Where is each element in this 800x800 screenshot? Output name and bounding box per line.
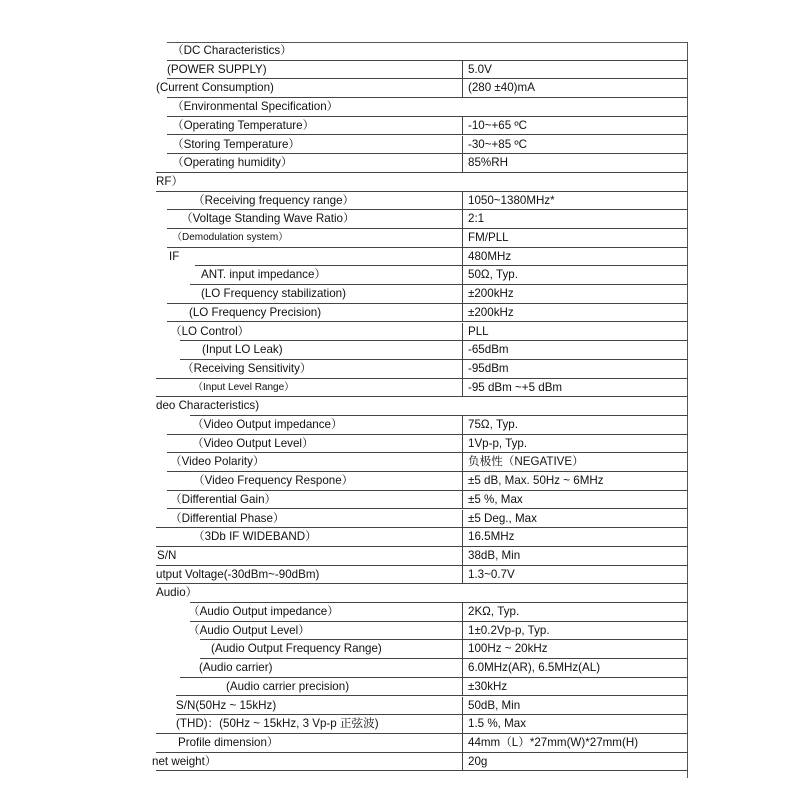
spec-row <box>0 79 688 98</box>
spec-value: 1050~1380MHz* <box>468 193 555 207</box>
spec-value: 2:1 <box>468 212 485 226</box>
spec-row <box>0 659 688 678</box>
column-divider <box>462 323 463 342</box>
spec-value: ±5 dB, Max. 50Hz ~ 6MHz <box>468 474 604 488</box>
spec-row <box>0 753 688 772</box>
spec-row <box>0 229 688 248</box>
spec-label: IF <box>169 249 180 263</box>
spec-value: -65dBm <box>468 343 509 357</box>
spec-value: PLL <box>468 324 489 338</box>
spec-value: 负极性（NEGATIVE） <box>468 455 584 469</box>
spec-value: 75Ω, Typ. <box>468 418 518 431</box>
spec-row <box>0 323 688 342</box>
spec-row <box>0 435 688 454</box>
spec-row <box>0 622 688 641</box>
spec-value: 2KΩ, Typ. <box>468 605 520 618</box>
spec-value: ±5 Deg., Max <box>468 511 537 525</box>
spec-label: （Audio Output impedance） <box>188 605 339 618</box>
spec-value: 480MHz <box>468 249 512 263</box>
spec-label: (Audio carrier) <box>199 661 273 675</box>
section-header-row <box>0 42 688 61</box>
column-divider <box>462 734 463 753</box>
section-header-row <box>0 98 688 117</box>
spec-row <box>0 715 688 734</box>
spec-label: （Video Output Level） <box>192 436 314 450</box>
spec-value: 50dB, Min <box>468 698 521 712</box>
spec-label: (POWER SUPPLY) <box>167 62 267 76</box>
column-divider <box>462 697 463 716</box>
spec-value: ±200kHz <box>468 287 514 301</box>
column-divider <box>462 510 463 529</box>
spec-value: 44mm（L）*27mm(W)*27mm(H) <box>468 735 639 749</box>
column-divider <box>462 622 463 641</box>
section-title: （DC Characteristics） <box>172 44 292 57</box>
column-divider <box>462 79 463 98</box>
spec-value: 6.0MHz(AR), 6.5MHz(AL) <box>468 661 601 675</box>
spec-row <box>0 192 688 211</box>
spec-row <box>0 266 688 285</box>
spec-row <box>0 61 688 80</box>
spec-value: 1±0.2Vp-p, Typ. <box>468 623 550 637</box>
spec-label: （Receiving Sensitivity） <box>182 361 312 375</box>
spec-value: 85%RH <box>468 156 508 170</box>
spec-value: 38dB, Min <box>468 548 521 562</box>
spec-value: -95 dBm ~+5 dBm <box>468 380 563 394</box>
spec-row <box>0 416 688 435</box>
column-divider <box>462 248 463 267</box>
column-divider <box>462 547 463 566</box>
spec-row <box>0 136 688 155</box>
spec-label: (Audio Output Frequency Range) <box>211 642 382 656</box>
section-title: Audio） <box>156 586 198 600</box>
spec-label: (Input LO Leak) <box>202 343 283 357</box>
spec-value: -30~+85 ºC <box>468 137 528 151</box>
spec-label: （Operating humidity） <box>172 156 293 170</box>
spec-value: (280 ±40)mA <box>468 81 535 95</box>
column-divider <box>462 472 463 491</box>
column-divider <box>462 603 463 622</box>
column-divider <box>462 154 463 173</box>
column-divider <box>462 453 463 472</box>
spec-label: (Current Consumption) <box>156 81 274 95</box>
section-title: RF） <box>156 174 184 188</box>
spec-row <box>0 453 688 472</box>
spec-label: net weight） <box>152 754 217 768</box>
section-title: deo Characteristics) <box>156 399 260 413</box>
spec-label: （Video Frequency Respone） <box>193 474 354 488</box>
spec-label: （Operating Temperature） <box>172 118 315 132</box>
column-divider <box>462 528 463 547</box>
column-divider <box>462 341 463 360</box>
column-divider <box>462 136 463 155</box>
spec-row <box>0 285 688 304</box>
column-divider <box>462 416 463 435</box>
spec-row <box>0 510 688 529</box>
spec-row <box>0 210 688 229</box>
section-header-row <box>0 584 688 603</box>
spec-label: （Differential Gain） <box>170 492 277 506</box>
spec-label: ANT. input impedance） <box>201 268 327 282</box>
column-divider <box>462 379 463 398</box>
column-divider <box>462 715 463 734</box>
spec-label: （Demodulation system） <box>172 232 289 243</box>
spec-row <box>0 491 688 510</box>
column-divider <box>462 117 463 136</box>
spec-row <box>0 678 688 697</box>
spec-value: -10~+65 ºC <box>468 118 528 132</box>
spec-value: 50Ω, Typ. <box>468 268 518 282</box>
spec-label: （Video Polarity） <box>170 455 265 469</box>
spec-label: （Voltage Standing Wave Ratio） <box>181 212 355 226</box>
spec-row <box>0 734 688 753</box>
spec-label: （Receiving frequency range） <box>193 193 355 207</box>
spec-value: 1.5 %, Max <box>468 717 526 731</box>
spec-value: 20g <box>468 754 488 768</box>
spec-label: （Audio Output Level） <box>188 623 310 637</box>
spec-row <box>0 379 688 398</box>
spec-label: (LO Frequency Precision) <box>189 305 322 319</box>
spec-label: Profile dimension） <box>178 735 279 749</box>
column-divider <box>462 566 463 585</box>
column-divider <box>462 360 463 379</box>
section-title: （Environmental Specification） <box>172 100 339 114</box>
spec-row <box>0 528 688 547</box>
column-divider <box>462 659 463 678</box>
spec-row <box>0 154 688 173</box>
spec-row <box>0 117 688 136</box>
column-divider <box>462 435 463 454</box>
spec-label: (LO Frequency stabilization) <box>201 287 346 301</box>
spec-row <box>0 640 688 659</box>
spec-label: （Storing Temperature） <box>172 137 301 151</box>
spec-value: 5.0V <box>468 62 492 76</box>
column-divider <box>462 491 463 510</box>
column-divider <box>462 304 463 323</box>
column-divider <box>462 210 463 229</box>
spec-value: ±30kHz <box>468 679 508 693</box>
spec-row <box>0 472 688 491</box>
spec-label: （3Db IF WIDEBAND） <box>193 530 317 544</box>
section-header-row <box>0 397 688 416</box>
spec-value: FM/PLL <box>468 231 509 244</box>
spec-row <box>0 603 688 622</box>
spec-row <box>0 547 688 566</box>
spec-row <box>0 248 688 267</box>
spec-label: （Differential Phase） <box>170 511 285 525</box>
column-divider <box>462 640 463 659</box>
section-header-row <box>0 173 688 192</box>
column-divider <box>462 753 463 772</box>
spec-label: (THD)：(50Hz ~ 15kHz, 3 Vp-p 正弦波) <box>176 717 379 731</box>
spec-value: 1.3~0.7V <box>468 567 515 581</box>
spec-row <box>0 697 688 716</box>
spec-value: 1Vp-p, Typ. <box>468 436 528 450</box>
column-divider <box>462 192 463 211</box>
spec-label: （Input Level Range） <box>193 381 295 393</box>
spec-row <box>0 566 688 585</box>
column-divider <box>462 61 463 80</box>
column-divider <box>462 229 463 248</box>
spec-label: (Audio carrier precision) <box>226 679 350 693</box>
spec-value: -95dBm <box>468 361 509 375</box>
spec-label: utput Voltage(-30dBm~-90dBm) <box>156 567 320 581</box>
column-divider <box>462 285 463 304</box>
spec-value: 16.5MHz <box>468 530 515 544</box>
column-divider <box>462 678 463 697</box>
spec-label: （LO Control） <box>170 324 250 338</box>
column-divider <box>462 266 463 285</box>
spec-value: ±5 %, Max <box>468 492 523 506</box>
spec-row <box>0 304 688 323</box>
spec-value: 100Hz ~ 20kHz <box>468 642 548 656</box>
row-rule <box>156 770 688 771</box>
spec-row <box>0 360 688 379</box>
spec-value: ±200kHz <box>468 305 514 319</box>
spec-row <box>0 341 688 360</box>
spec-label: （Video Output impedance） <box>192 418 343 431</box>
spec-label: S/N <box>157 548 177 562</box>
spec-label: S/N(50Hz ~ 15kHz) <box>176 698 277 712</box>
